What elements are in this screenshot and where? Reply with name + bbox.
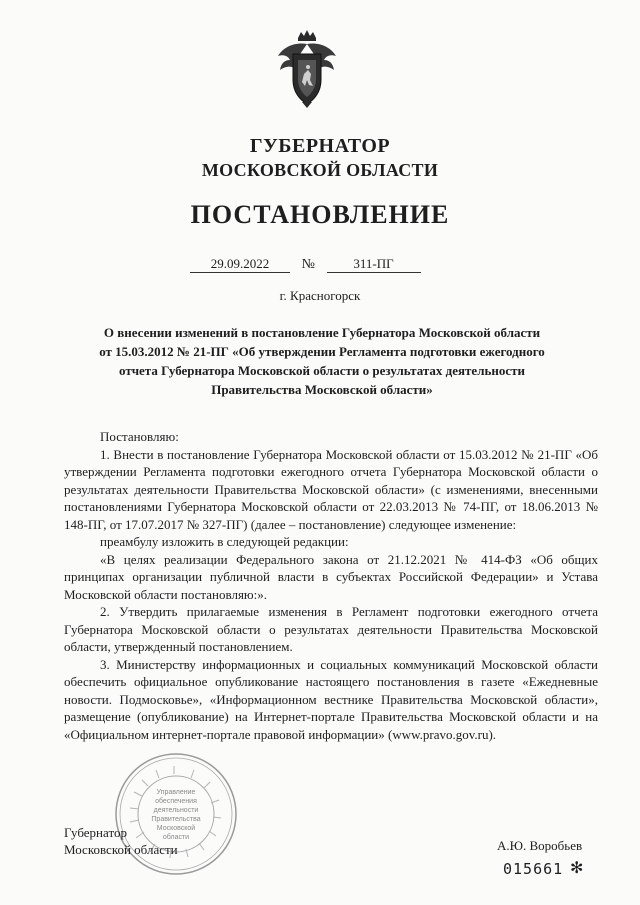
seal-line: обеспечения: [155, 798, 197, 805]
body-paragraph-3: 3. Министерству информационных и социальных коммуникаций Московской области обеспечить официальное опубликование настоящего постановления в газете «Ежедневные новости. Подмосковье», «Информационном вестнике Правительства Московской области», размещение (опубликование) на Интернет-портале Правительства Московской области и на «Официальном интернет-портале правовой информации» (www.pravo.gov.ru).: [64, 656, 598, 742]
body-paragraph-1a: преамбулу изложить в следующей редакции:: [100, 534, 349, 549]
position-line: Губернатор: [64, 825, 127, 840]
body-opening: Постановляю:: [100, 429, 179, 444]
serial-number: 015661: [503, 860, 564, 878]
title-line: отчета Губернатора Московской области о результатах деятельности: [118, 363, 526, 378]
issuer-title: ГУБЕРНАТОР: [249, 135, 391, 157]
document-type: ПОСТАНОВЛЕНИЕ: [190, 200, 450, 229]
city: г. Красногорск: [279, 288, 361, 303]
issuer-header: [0, 134, 640, 182]
signatory-name: А.Ю. Воробьев: [497, 838, 583, 853]
registration-number: 311-ПГ: [327, 256, 421, 273]
document-body: [64, 428, 598, 743]
number-sign: №: [301, 257, 315, 272]
title-line: Правительства Московской области»: [211, 382, 433, 397]
body-paragraph-2: 2. Утвердить прилагаемые изменения в Регламент подготовки ежегодного отчета Губернатора Московской области о результатах деятельности Правительства Московской области, утвержденный постановлением.: [64, 604, 598, 654]
document-title: [72, 323, 572, 399]
body-paragraph-1b: «В целях реализации Федерального закона от 21.12.2021 № 414-ФЗ «Об общих принципах организации публичной власти в субъектах Российской Федерации» и Устава Московской области постановляю:».: [64, 551, 598, 602]
seal-line: области: [162, 834, 190, 841]
title-line: от 15.03.2012 № 21-ПГ «Об утверждении Регламента подготовки ежегодного: [99, 344, 545, 359]
seal-line: Московской: [156, 825, 196, 832]
seal-line: Правительства: [151, 816, 201, 823]
position-line: Московской области: [64, 842, 178, 857]
seal-line: Управление: [156, 789, 196, 796]
registration-date: 29.09.2022: [190, 256, 290, 273]
registration-row: [190, 256, 440, 273]
issuer-region: МОСКОВСКОЙ ОБЛАСТИ: [201, 160, 439, 180]
coat-of-arms-icon: [274, 30, 340, 110]
title-line: О внесении изменений в постановление Губернатора Московской области: [103, 325, 541, 340]
seal-line: деятельности: [153, 807, 199, 814]
serial-mark-icon: ✻: [570, 860, 584, 877]
signatory-position: [64, 824, 178, 858]
body-paragraph-1: 1. Внести в постановление Губернатора Московской области от 15.03.2012 № 21-ПГ «Об утверждении Регламента подготовки ежегодного отчета Губернатора Московской области о результатах деятельности Правительства Московской области» (с изменениями, внесенными постановлениями Губернатора Московской области от 22.03.2013 № 74-ПГ, от 18.06.2013 № 148-ПГ, от 17.07.2017 № 327-ПГ) (далее – постановление) следующее изменение:: [64, 446, 598, 532]
